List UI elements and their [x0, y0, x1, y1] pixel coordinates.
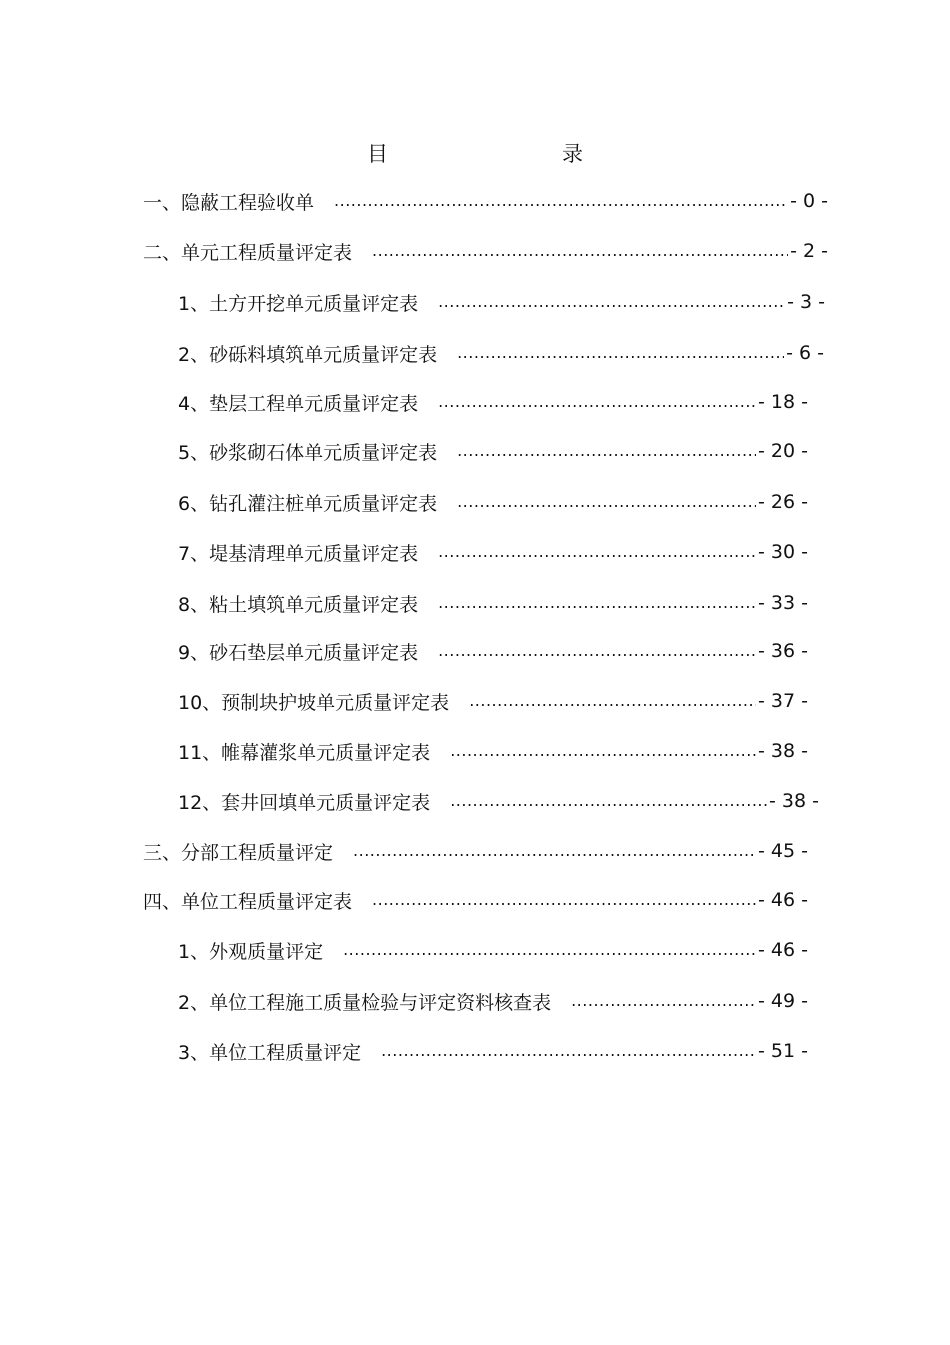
- toc-entry[interactable]: [143, 826, 808, 876]
- toc-entry-label: 1、外观质量评定: [178, 940, 324, 963]
- toc-entry-page: - 49 -: [758, 990, 808, 1012]
- toc-leader-dots: [343, 939, 756, 961]
- toc-entry-label: 四、单位工程质量评定表: [143, 890, 353, 913]
- toc-entry[interactable]: [178, 477, 808, 527]
- toc-entry-page: - 38 -: [769, 790, 819, 812]
- toc-entry-page: - 37 -: [758, 690, 808, 712]
- toc-entry-label: 12、套井回填单元质量评定表: [178, 791, 431, 814]
- toc-entry[interactable]: [178, 776, 819, 826]
- toc-leader-dots: [438, 291, 785, 313]
- toc-entry[interactable]: [178, 1026, 808, 1076]
- toc-entry[interactable]: [178, 676, 808, 726]
- toc-entry[interactable]: [143, 875, 808, 925]
- toc-entry-page: - 18 -: [758, 391, 808, 413]
- toc-entry[interactable]: [178, 976, 808, 1026]
- toc-entry-page: - 38 -: [758, 740, 808, 762]
- toc-leader-dots: [450, 740, 756, 762]
- toc-entry-page: - 33 -: [758, 592, 808, 614]
- toc-leader-dots: [372, 889, 756, 911]
- toc-entry[interactable]: [178, 925, 808, 975]
- toc-entry-page: - 36 -: [758, 640, 808, 662]
- toc-entry-page: - 45 -: [758, 840, 808, 862]
- toc-leader-dots: [457, 440, 756, 462]
- toc-entry[interactable]: [178, 426, 808, 476]
- toc-entry-label: 二、单元工程质量评定表: [143, 241, 353, 264]
- toc-entry[interactable]: [178, 328, 824, 378]
- toc-entry-label: 3、单位工程质量评定: [178, 1041, 362, 1064]
- toc-entry-label: 2、单位工程施工质量检验与评定资料核查表: [178, 991, 552, 1014]
- toc-entry-label: 9、砂石垫层单元质量评定表: [178, 641, 419, 664]
- toc-leader-dots: [457, 491, 756, 513]
- toc-entry-page: - 20 -: [758, 440, 808, 462]
- toc-leader-dots: [438, 640, 756, 662]
- toc-leader-dots: [438, 541, 756, 563]
- toc-entry[interactable]: [178, 377, 808, 427]
- toc-entry-page: - 6 -: [786, 342, 824, 364]
- toc-entry-label: 11、帷幕灌浆单元质量评定表: [178, 741, 431, 764]
- toc-leader-dots: [372, 240, 788, 262]
- toc-entry[interactable]: [178, 277, 825, 327]
- toc-entry-label: 三、分部工程质量评定: [143, 841, 334, 864]
- toc-entry-label: 10、预制块护坡单元质量评定表: [178, 691, 450, 714]
- toc-entry-page: - 30 -: [758, 541, 808, 563]
- toc-leader-dots: [438, 391, 756, 413]
- toc-entry-label: 一、隐蔽工程验收单: [143, 191, 315, 214]
- table-of-contents: [0, 176, 950, 1076]
- toc-entry-page: - 51 -: [758, 1040, 808, 1062]
- toc-leader-dots: [381, 1040, 756, 1062]
- toc-leader-dots: [438, 592, 756, 614]
- toc-entry-label: 2、砂砾料填筑单元质量评定表: [178, 343, 438, 366]
- toc-leader-dots: [353, 840, 756, 862]
- page-title: 目 录: [367, 142, 627, 166]
- toc-entry[interactable]: [178, 626, 808, 676]
- toc-leader-dots: [571, 990, 756, 1012]
- toc-entry-label: 8、粘土填筑单元质量评定表: [178, 593, 419, 616]
- toc-entry[interactable]: [143, 176, 828, 226]
- toc-leader-dots: [334, 190, 788, 212]
- toc-entry[interactable]: [143, 226, 828, 276]
- toc-entry-page: - 26 -: [758, 491, 808, 513]
- toc-entry-label: 6、钻孔灌注桩单元质量评定表: [178, 492, 438, 515]
- toc-leader-dots: [457, 342, 784, 364]
- toc-entry-label: 5、砂浆砌石体单元质量评定表: [178, 441, 438, 464]
- toc-entry-page: - 46 -: [758, 889, 808, 911]
- toc-entry[interactable]: [178, 527, 808, 577]
- toc-entry-label: 1、土方开挖单元质量评定表: [178, 292, 419, 315]
- toc-entry[interactable]: [178, 578, 808, 628]
- toc-leader-dots: [469, 690, 756, 712]
- toc-entry-page: - 46 -: [758, 939, 808, 961]
- toc-entry-label: 4、垫层工程单元质量评定表: [178, 392, 419, 415]
- toc-entry-page: - 3 -: [787, 291, 825, 313]
- toc-entry-page: - 0 -: [790, 190, 828, 212]
- toc-entry[interactable]: [178, 726, 808, 776]
- toc-leader-dots: [450, 790, 767, 812]
- toc-entry-page: - 2 -: [790, 240, 828, 262]
- toc-entry-label: 7、堤基清理单元质量评定表: [178, 542, 419, 565]
